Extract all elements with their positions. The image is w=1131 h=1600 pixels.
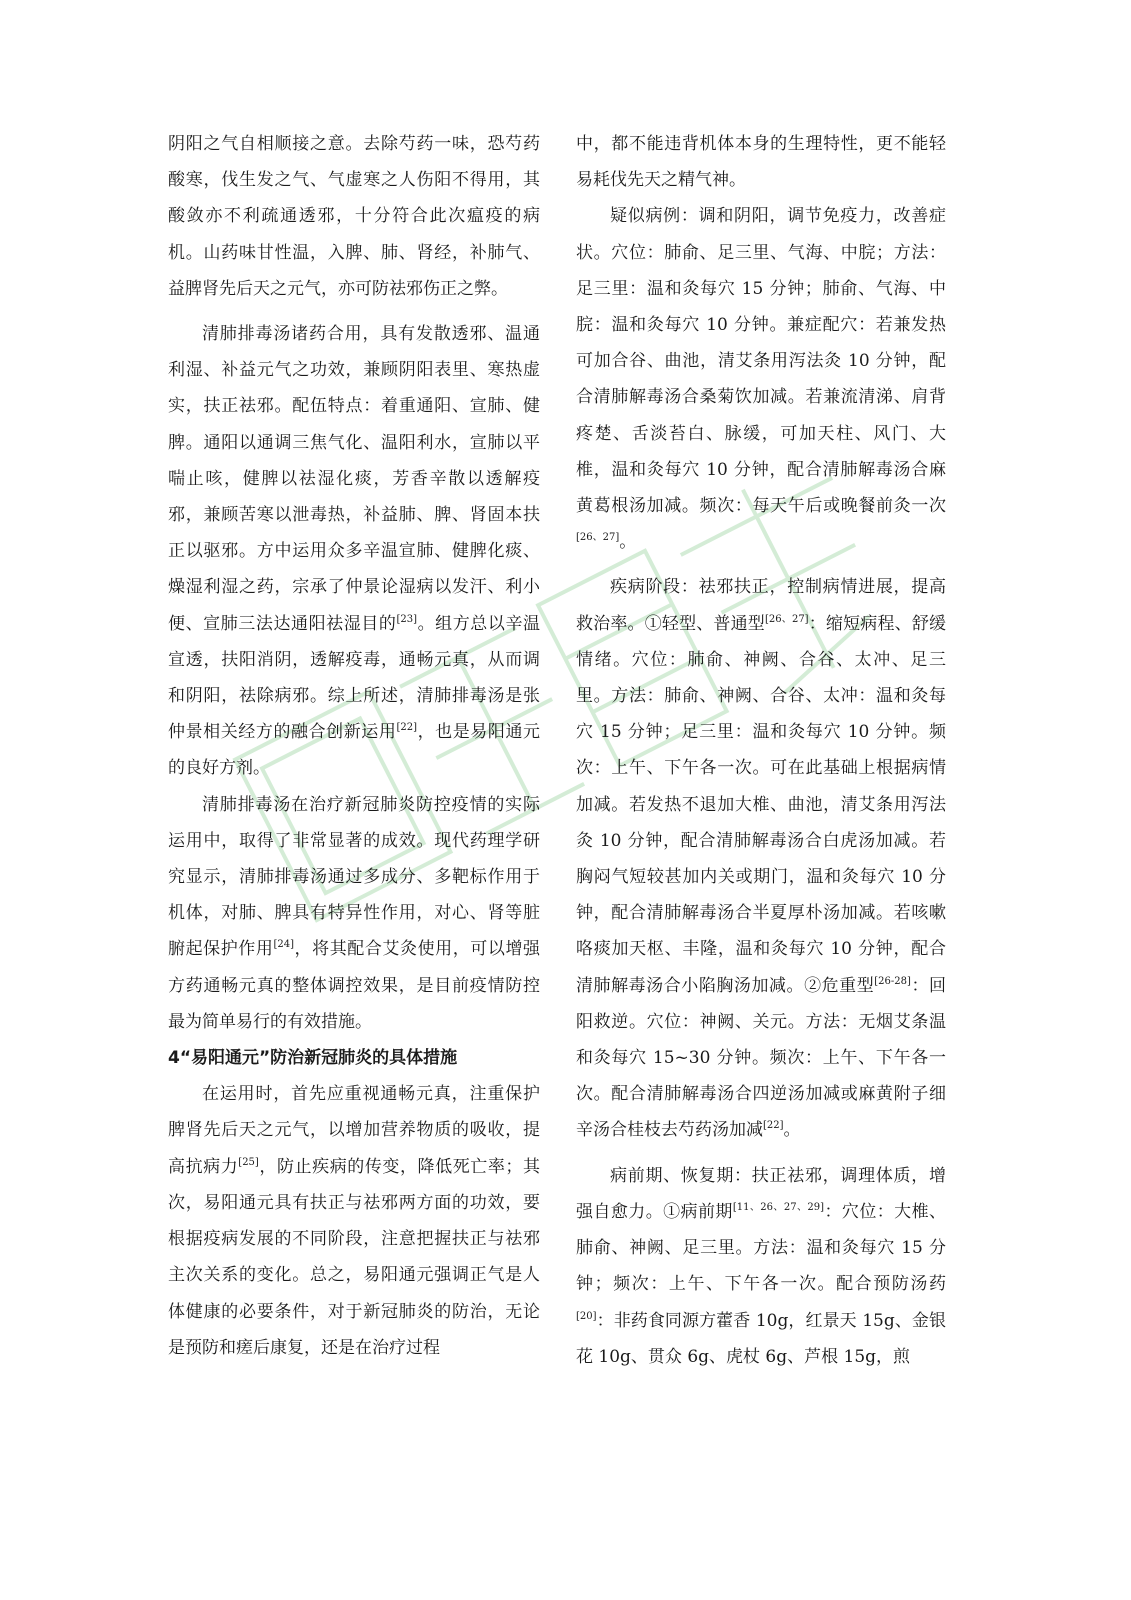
citation: [24] [273,939,294,951]
paragraph: 中，都不能违背机体本身的生理特性，更不能轻易耗伐先天之精气神。 [576,134,946,191]
citation: [26、27] [764,613,809,625]
citation: [23] [396,613,417,625]
citation: [11、26、27、29] [732,1201,825,1213]
citation: [26-28] [874,975,911,987]
citation: [20] [576,1310,597,1322]
paragraph: 疑似病例：调和阴阳，调节免疫力，改善症状。穴位：肺俞、足三里、气海、中脘；方法：足三里：温和灸每穴 15 分钟；肺俞、气海、中脘：温和灸每穴 10 分钟。兼症配穴：若兼发热可加合谷、曲池，清艾条用泻法灸 10 分钟，配合清肺解毒汤合桑菊饮加减。若兼流清涕、肩背疼楚、舌淡苔白、脉缓，可加天柱、风门、大椎，温和灸每穴 10 分钟，配合清肺解毒汤合麻黄葛根汤加减。频次：每天午后或晚餐前灸一次[26、27]。 [576,206,946,553]
citation: [22] [763,1120,784,1132]
paragraph: 疾病阶段：祛邪扶正，控制病情进展，提高救治率。①轻型、普通型[26、27]：缩短病程、舒缓情绪。穴位：肺俞、神阙、合谷、太冲、足三里。方法：肺俞、神阙、合谷、太冲：温和灸每穴 15 分钟；足三里：温和灸每穴 10 分钟。频次：上午、下午各一次。可在此基础上根据病情加减。若发热不退加大椎、曲池，清艾条用泻法灸 10 分钟，配合清肺解毒汤合白虎汤加减。若胸闷气短较甚加内关或期门，温和灸每穴 10 分钟，配合清肺解毒汤合半夏厚朴汤加减。若咳嗽咯痰加天枢、丰隆，温和灸每穴 10 分钟，配合清肺解毒汤合小陷胸汤加减。②危重型[26-28]：回阳救逆。穴位：神阙、关元。方法：无烟艾条温和灸每穴 15~30 分钟。频次：上午、下午各一次。配合清肺解毒汤合四逆汤加减或麻黄附子细辛汤合桂枝去芍药汤加减[22]。 [576,577,947,1141]
paragraph: 清肺排毒汤诸药合用，具有发散透邪、温通利湿、补益元气之功效，兼顾阴阳表里、寒热虚实，扶正祛邪。配伍特点：着重通阳、宣肺、健脾。通阳以通调三焦气化、温阳利水，宣肺以平喘止咳，健脾以祛湿化痰，芳香辛散以透解疫邪，兼顾苦寒以泄毒热，补益肺、脾、肾固本扶正以驱邪。方中运用众多辛温宣肺、健脾化痰、燥湿利湿之药，宗承了仲景论湿病以发汗、利小便、宣肺三法达通阳祛湿目的[23]。组方总以辛温宣透，扶阳消阴，透解疫毒，通畅元真，从而调和阴阳，祛除病邪。综上所述，清肺排毒汤是张仲景相关经方的融合创新运用[22]，也是易阳通元的良好方剂。 [168,324,541,779]
paragraph: 清肺排毒汤在治疗新冠肺炎防控疫情的实际运用中，取得了非常显著的成效。现代药理学研究显示，清肺排毒汤通过多成分、多靶标作用于机体，对肺、脾具有特异性作用，对心、肾等脏腑起保护作用[24]，将其配合艾灸使用，可以增强方药通畅元真的整体调控效果，是目前疫情防控最为简单易行的有效措施。 [168,794,541,1032]
citation: [26、27] [576,532,620,544]
right-column [576,126,946,1375]
paragraph: 在运用时，首先应重视通畅元真，注重保护脾肾先后天之元气，以增加营养物质的吸收，提高抗病力[25]，防止疾病的传变，降低死亡率；其次，易阳通元具有扶正与祛邪两方面的功效，要根据疫病发展的不同阶段，注意把握扶正与祛邪主次关系的变化。总之，易阳通元强调正气是人体健康的必要条件，对于新冠肺炎的防治，无论是预防和瘥后康复，还是在治疗过程 [168,1084,541,1358]
citation: [22] [396,722,417,734]
left-column [168,126,540,1366]
paragraph: 阴阳之气自相顺接之意。去除芍药一味，恐芍药酸寒，伐生发之气、气虚寒之人伤阳不得用，其酸敛亦不利疏通透邪，十分符合此次瘟疫的病机。山药味甘性温，入脾、肺、肾经，补肺气、益脾肾先后天之元气，亦可防祛邪伤正之弊。 [168,134,540,299]
citation: [25] [238,1156,259,1168]
paragraph: 病前期、恢复期：扶正祛邪，调理体质，增强自愈力。①病前期[11、26、27、29]：穴位：大椎、肺俞、神阙、足三里。方法：温和灸每穴 15 分钟；频次：上午、下午各一次。配合预防汤药[20]：非药食同源方藿香 10g，红景天 15g、金银花 10g、贯众 6g、虎杖 6g、芦根 15g，煎 [576,1165,947,1367]
section-heading: 4“易阳通元”防治新冠肺炎的具体措施 [168,1048,458,1069]
